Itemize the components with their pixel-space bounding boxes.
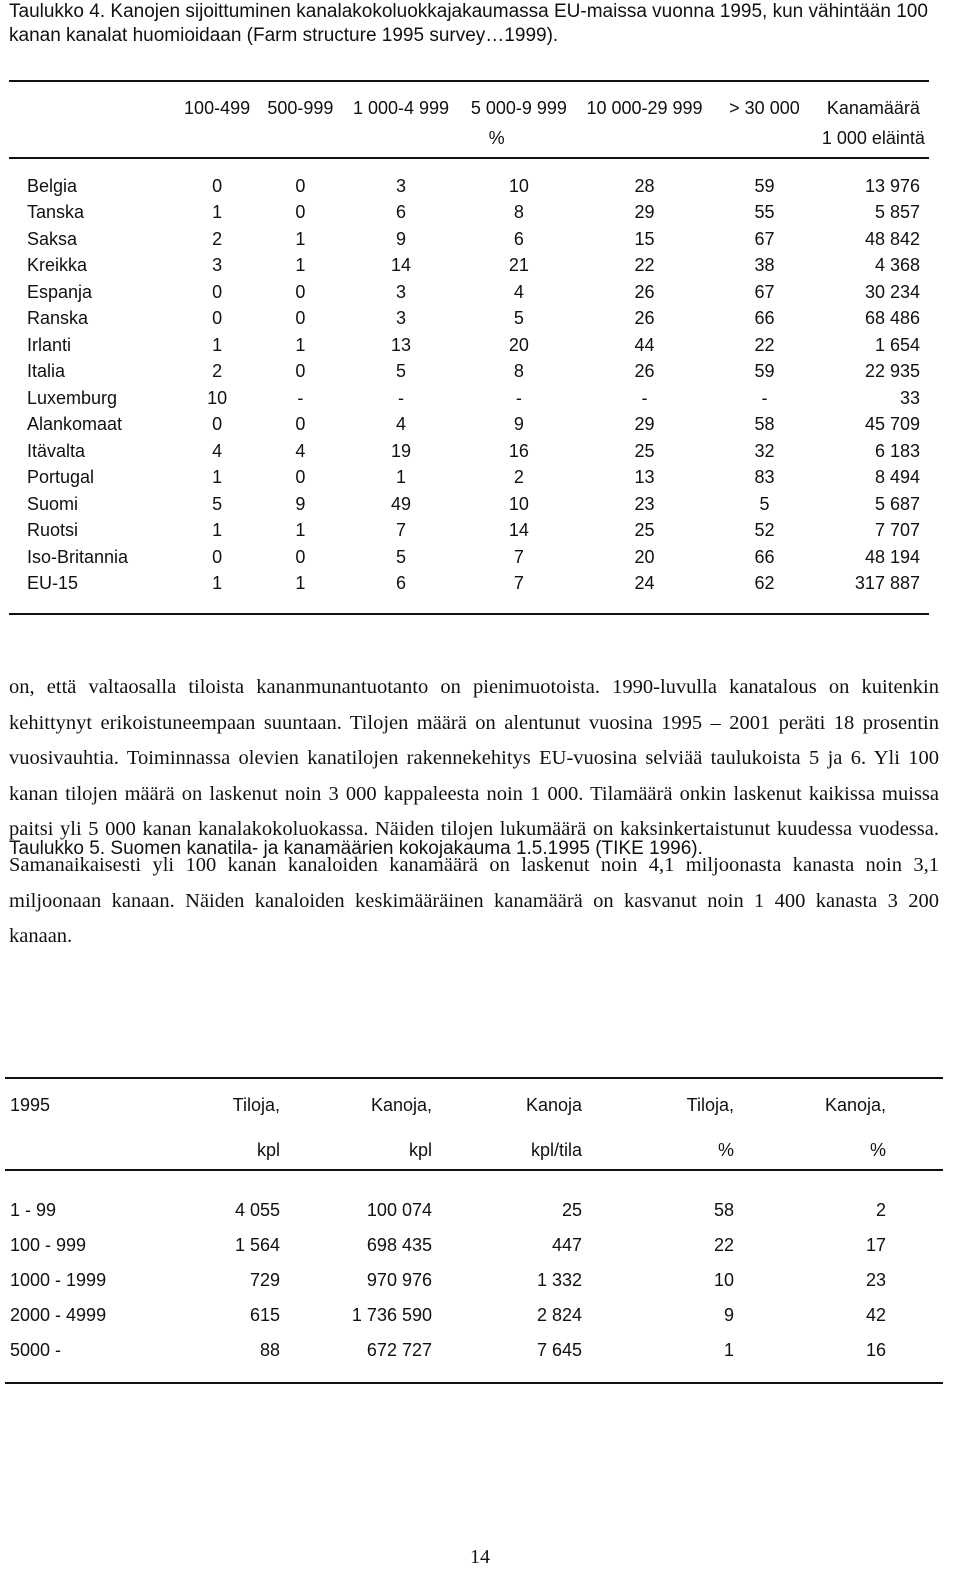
t4-cell: 1 [295,228,306,249]
t4-cell: 55 [754,202,775,223]
t4-col-header: 5 000-9 999 [460,81,578,119]
t4-cell: 6 [396,573,407,594]
t4-cell: 19 [391,440,412,461]
t5-cell: 615 [249,1305,280,1325]
t5-header: % [734,1131,886,1170]
t5-header: kpl [180,1131,280,1170]
t4-cell: 5 [513,308,524,329]
table-row [9,465,929,492]
t4-cell: 4 [396,414,407,435]
t5-cell: 729 [249,1270,280,1290]
t4-cell: 25 [634,520,655,541]
t4-cell: 20 [508,334,529,355]
t4-country: Alankomaat [27,414,123,435]
t4-cell: 28 [634,175,655,196]
t5-cell: 58 [713,1200,734,1220]
t4-cell: 48 194 [864,546,920,567]
t5-cell: 4 055 [234,1200,280,1220]
t4-cell: 0 [295,467,306,488]
t4-cell: 1 [212,202,223,223]
t4-cell: 49 [391,493,412,514]
t5-cell: 970 976 [366,1270,432,1290]
t5-cell: 7 645 [536,1340,582,1360]
table-row [5,1193,943,1228]
t4-cell: 38 [754,255,775,276]
t4-cell: 2 [513,467,524,488]
t4-cell: 1 654 [874,334,920,355]
t5-cell: 42 [865,1305,886,1325]
t5-cell: 1 564 [234,1235,280,1255]
t4-cell: 68 486 [864,308,920,329]
t4-cell: 0 [212,414,223,435]
t4-cell: 6 [513,228,524,249]
t4-unit-percent: % [175,119,817,158]
table4-caption: Taulukko 4. Kanojen sijoittuminen kanalakokoluokkajakaumassa EU-maissa vuonna 1995, kun vähintään 100 kanan kanalat huomioidaan (Farm structure 1995 survey…1999). [9,1,928,46]
t5-cell: 447 [551,1235,582,1255]
t4-cell: 13 976 [864,175,920,196]
t5-header: Tiloja, [582,1078,734,1131]
table-row [5,1263,943,1298]
t4-cell: 52 [754,520,775,541]
t4-cell: 24 [634,573,655,594]
t4-cell: 0 [295,361,306,382]
t4-cell: 5 [759,493,770,514]
t4-col-header: > 30 000 [711,81,818,119]
t4-cell: 22 [754,334,775,355]
t4-cell: 1 [212,467,223,488]
t4-cell: 6 183 [874,440,920,461]
t5-header: kpl/tila [432,1131,582,1170]
t4-col-header: 100-499 [175,81,258,119]
table5 [5,1077,943,1384]
t4-country: Ruotsi [27,520,79,541]
t5-header: kpl [280,1131,432,1170]
t4-col-header: Kanamäärä [818,81,929,119]
t4-cell: 45 709 [864,414,920,435]
table-row [9,544,929,571]
table-row [9,173,929,200]
t4-cell: 48 842 [864,228,920,249]
t4-cell: 4 [295,440,306,461]
t4-cell: 58 [754,414,775,435]
t5-cell: 23 [865,1270,886,1290]
t4-country: Suomi [27,493,79,514]
t4-cell: 8 494 [874,467,920,488]
t4-cell: - [761,387,768,408]
t4-cell: 3 [396,281,407,302]
page-number: 14 [470,1546,490,1568]
t5-cell: 1 736 590 [351,1305,432,1325]
t4-cell: 26 [634,308,655,329]
t4-cell: 22 935 [864,361,920,382]
t4-cell: 7 [513,573,524,594]
t4-cell: 1 [212,334,223,355]
t5-header [5,1131,180,1170]
table-row [9,438,929,465]
t4-country: Kreikka [27,255,88,276]
t4-cell: 7 [513,546,524,567]
t4-cell: 29 [634,202,655,223]
table-row [5,1298,943,1333]
t4-cell: 33 [899,387,920,408]
t4-cell: 20 [634,546,655,567]
table-row [9,571,929,598]
table4 [9,80,929,615]
t4-cell: 4 368 [874,255,920,276]
t4-cell: 3 [396,308,407,329]
t4-cell: 13 [391,334,412,355]
t4-country: EU-15 [27,573,79,594]
t4-country: Luxemburg [27,387,118,408]
t4-cell: 7 707 [874,520,920,541]
t4-cell: 59 [754,175,775,196]
t4-cell: 2 [212,361,223,382]
t4-cell: 5 [396,546,407,567]
t5-cell: 9 [723,1305,734,1325]
table-row [9,279,929,306]
t4-cell: 26 [634,281,655,302]
t5-size-class: 1000 - 1999 [10,1270,107,1290]
t5-cell: 100 074 [366,1200,432,1220]
table-row [9,200,929,227]
t4-cell: 21 [508,255,529,276]
body-paragraph: on, että valtaosalla tiloista kananmunantuotanto on pienimuotoista. 1990-luvulla kanatalous on kuitenkin kehittynyt erikoistuneempaan suuntaan. Tilojen määrä on alentunut vuosina 1995 – 2001 peräti 18 prosentin vuosivauhtia. Toiminnassa olevien kanatilojen rakennekehitys EU-vuosina selviää taulukoista 5 ja 6. Yli 100 kanan tilojen määrä on laskenut noin 3 000 kappaleesta noin 1 000. Tilamäärä onkin laskenut kaikissa muissa paitsi yli 5 000 kanan kanalakokoluokassa. Näiden tilojen lukumäärä on kaksinkertaistunut kuudessa vuodessa. Samanaikaisesti yli 100 kanan kanaloiden kanamäärä on laskenut noin 4,1 miljoonasta kanasta noin 3,1 miljoonaan kanaan. Näiden kanaloiden keskimääräinen kanamäärä on kasvanut noin 1 400 kanasta 3 200 kanaan. [9,676,939,948]
t5-cell: 2 824 [536,1305,582,1325]
t4-cell: 9 [295,493,306,514]
t4-country: Tanska [27,202,85,223]
t4-cell: 0 [212,308,223,329]
t4-cell: - [297,387,304,408]
t4-cell: 62 [754,573,775,594]
t5-size-class: 2000 - 4999 [10,1305,107,1325]
t5-size-class: 100 - 999 [10,1235,87,1255]
t4-cell: 23 [634,493,655,514]
table-row [9,253,929,280]
t4-unit-count: 1 000 eläintä [818,119,929,158]
t4-cell: 2 [212,228,223,249]
t4-country: Irlanti [27,334,72,355]
t4-cell: 10 [207,387,228,408]
t4-cell: 44 [634,334,655,355]
t4-cell: 25 [634,440,655,461]
t5-size-class: 5000 - [10,1340,62,1360]
table-row [9,306,929,333]
t5-cell: 88 [259,1340,280,1360]
t4-cell: 3 [396,175,407,196]
t4-cell: 5 [396,361,407,382]
t5-cell: 17 [865,1235,886,1255]
table-row [9,332,929,359]
t4-cell: 0 [295,546,306,567]
t4-country: Espanja [27,281,93,302]
t4-cell: 13 [634,467,655,488]
t5-cell: 2 [875,1200,886,1220]
table-row [9,491,929,518]
t4-country: Itävalta [27,440,86,461]
t4-cell: 1 [396,467,407,488]
t4-cell: 5 857 [874,202,920,223]
table-row [9,412,929,439]
table-row [9,385,929,412]
t4-country: Portugal [27,467,95,488]
t5-cell: 10 [713,1270,734,1290]
t4-cell: 317 887 [854,573,920,594]
t5-cell: 1 332 [536,1270,582,1290]
t4-cell: 5 [212,493,223,514]
t4-col-header: 1 000-4 999 [342,81,460,119]
t4-cell: 26 [634,361,655,382]
t4-cell: 1 [295,334,306,355]
t4-cell: 0 [212,281,223,302]
table-row [5,1333,943,1368]
t4-cell: 7 [396,520,407,541]
t4-cell: 0 [212,175,223,196]
t4-cell: 32 [754,440,775,461]
t5-header: Kanoja, [734,1078,886,1131]
t4-cell: - [641,387,648,408]
t4-country: Belgia [27,175,78,196]
t5-header: Kanoja, [280,1078,432,1131]
table5-caption: Taulukko 5. Suomen kanatila- ja kanamäärien kokojakauma 1.5.1995 (TIKE 1996). [9,838,703,859]
t4-cell: 8 [513,361,524,382]
t4-cell: 1 [295,573,306,594]
t4-cell: 0 [295,308,306,329]
t4-cell: 0 [212,546,223,567]
t4-cell: 16 [508,440,529,461]
t4-country: Italia [27,361,66,382]
t4-country: Ranska [27,308,89,329]
t4-col-header: 500-999 [259,81,342,119]
t4-cell: 6 [396,202,407,223]
t4-cell: 0 [295,414,306,435]
t4-cell: 1 [295,255,306,276]
t4-cell: 1 [212,520,223,541]
table-row [9,226,929,253]
t5-size-class: 1 - 99 [10,1200,57,1220]
t4-cell: 29 [634,414,655,435]
t4-cell: 1 [212,573,223,594]
t4-cell: 0 [295,175,306,196]
t5-cell: 672 727 [366,1340,432,1360]
t5-header: Kanoja [432,1078,582,1131]
t4-cell: 10 [508,175,529,196]
t4-cell: 9 [396,228,407,249]
t5-cell: 25 [561,1200,582,1220]
t4-cell: 10 [508,493,529,514]
t4-cell: 8 [513,202,524,223]
t5-header: 1995 [5,1078,180,1131]
t4-country: Saksa [27,228,78,249]
t4-cell: 66 [754,308,775,329]
t4-cell: 67 [754,228,775,249]
t4-cell: 14 [508,520,529,541]
t4-cell: 66 [754,546,775,567]
t4-cell: 4 [212,440,223,461]
t4-cell: 0 [295,202,306,223]
t5-header: Tiloja, [180,1078,280,1131]
t4-cell: 83 [754,467,775,488]
table-row [9,518,929,545]
t4-cell: 15 [634,228,655,249]
t5-cell: 1 [723,1340,734,1360]
t4-cell: 14 [391,255,412,276]
t4-cell: - [398,387,405,408]
table-row [5,1228,943,1263]
t5-cell: 22 [713,1235,734,1255]
t4-cell: 4 [513,281,524,302]
t5-cell: 698 435 [366,1235,432,1255]
t4-cell: 0 [295,281,306,302]
t4-cell: 5 687 [874,493,920,514]
t5-cell: 16 [865,1340,886,1360]
table-row [9,359,929,386]
t4-cell: 59 [754,361,775,382]
t4-cell: 30 234 [864,281,920,302]
t5-header: % [582,1131,734,1170]
t4-cell: 3 [212,255,223,276]
t4-cell: 1 [295,520,306,541]
t4-col-header: 10 000-29 999 [578,81,711,119]
t4-cell: 67 [754,281,775,302]
t4-country: Iso-Britannia [27,546,129,567]
t4-cell: 9 [513,414,524,435]
t4-cell: 22 [634,255,655,276]
t4-cell: - [515,387,522,408]
